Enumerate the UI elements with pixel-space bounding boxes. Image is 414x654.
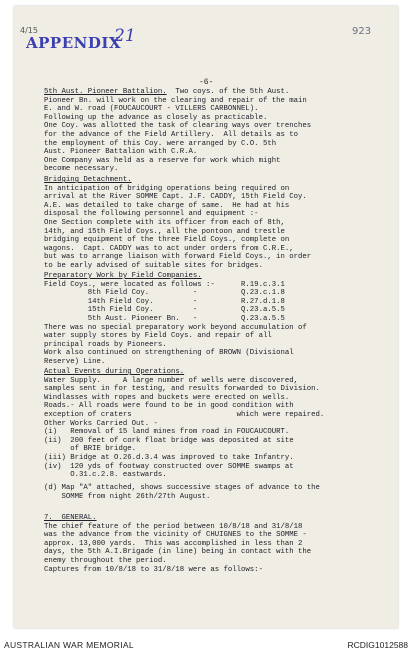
text-line — [44, 272, 307, 281]
text-line: Captures from 10/8/18 to 31/8/18 were as follows:- — [44, 565, 263, 574]
text-line: disposal the following personnel and equipment :- — [44, 210, 259, 219]
text-line: Other Works Carried Out. - — [44, 419, 158, 428]
text-line: A.E. was detailed to take charge of same. He had at his — [44, 201, 290, 210]
text-line — [44, 176, 311, 185]
section-heading: Bridging Detachment. — [44, 176, 132, 184]
text-line: (d) Map "A" attached, shows successive stages of advance to the — [44, 484, 320, 492]
text-line: SOMME from night 26th/27th August. — [44, 492, 211, 501]
text-line: 14th, and 15th Field Coys., all the pontoon and trestle — [44, 227, 285, 236]
paragraph-bridging-detachment — [44, 176, 311, 271]
text-line: One Company was held as a reserve for work which might — [44, 156, 281, 165]
text-line: 5th Aust. Pioneer Bn. - Q.23.a.5.5 — [44, 314, 285, 323]
text-line: (i) Removal of 15 land mines from road in FOUCAUCOURT. — [44, 428, 290, 437]
text-line: arrival at the River SOMME Capt. J.F. CADDY, 15th Field Coy. — [44, 193, 307, 202]
section-heading: 5th Aust. Pioneer Battalion. — [44, 88, 167, 96]
text-line: the employment of this Coy. were arranged by C.O. 5th — [44, 139, 277, 148]
text-line: for the advance of the Field Artillery. All details as to — [44, 130, 298, 139]
text-line — [44, 368, 324, 377]
appendix-label: APPENDIX — [26, 34, 122, 52]
text-line: One Section complete with its officer from each of 8th, — [44, 218, 285, 227]
text-line: Pioneer Bn. will work on the clearing and repair of the main — [44, 96, 307, 105]
paragraph-map-reference — [44, 484, 320, 501]
document-page — [14, 6, 398, 628]
text-line: One Coy. was allotted the task of clearing ways over trenches — [44, 122, 312, 131]
text-line: enemy throughout the period. — [44, 556, 167, 565]
paragraph-actual-events — [44, 368, 324, 480]
text-line: days, the 5th A.I.Brigade (in line) being in contact with the — [44, 548, 312, 557]
text-line: Windlasses with ropes and buckets were erected on wells. — [44, 393, 290, 402]
heading-continuation: Two coys. of the 5th Aust. — [166, 88, 290, 96]
corner-annotation-left: 4/15 — [20, 26, 38, 35]
text-line: but was to arrange liaison with forward Field Coys., in order — [44, 253, 312, 262]
text-line: Following up the advance as closely as practicable. — [44, 113, 268, 122]
text-line: In anticipation of bridging operations being required on — [44, 184, 290, 193]
text-line: Field Coys., were located as follows :- R.19.c.3.1 — [44, 280, 285, 289]
text-line: O.31.c.2.8. eastwards. — [44, 471, 167, 480]
text-line: 15th Field Coy. - Q.23.a.5.5 — [44, 306, 285, 315]
paragraph-pioneer-battalion — [44, 88, 311, 174]
appendix-number: 21 — [114, 26, 136, 46]
text-line: samples sent in for testing, and results forwarded to Division. — [44, 385, 320, 394]
paragraph-general — [44, 514, 311, 574]
text-line: exception of craters which were repaired. — [44, 410, 325, 419]
section-heading: Actual Events during Operations. — [44, 368, 185, 376]
text-line: Work also continued on strengthening of BROWN (Divisional — [44, 349, 294, 358]
text-line: (iv) 120 yds of footway constructed over SOMME swamps at — [44, 462, 294, 471]
text-line: (iii) Bridge at O.26.d.3.4 was improved to take Infantry. — [44, 453, 294, 462]
section-heading: Preparatory Work by Field Companies. — [44, 272, 202, 280]
paragraph-preparatory-work — [44, 272, 307, 367]
text-line: wagons. Capt. CADDY was to act under orders from C.R.E., — [44, 244, 294, 253]
text-line: E. and W. road (FOUCAUCOURT - VILLERS CARBONNEL). — [44, 105, 259, 114]
text-line — [44, 88, 311, 97]
section-heading: 7. GENERAL. — [44, 514, 97, 522]
text-line: approx. 13,000 yards. This was accomplished in less than 2 — [44, 539, 303, 548]
archive-footer — [0, 636, 414, 654]
text-line: become necessary. — [44, 165, 119, 174]
text-line — [44, 514, 311, 523]
text-line: Roads.- All roads were found to be in good condition with — [44, 402, 294, 411]
text-line: water supply stores by Field Coys. and repair of all — [44, 332, 272, 341]
text-line: 8th Field Coy. - Q.23.c.1.8 — [44, 289, 285, 298]
text-line: 14th Field Coy. - R.27.d.1.8 — [44, 297, 285, 306]
text-line: principal roads by Pioneers. — [44, 340, 167, 349]
text-line: Water Supply. A large number of wells were discovered, — [44, 376, 298, 385]
text-line: The chief feature of the period between 10/8/18 and 31/8/18 — [44, 522, 303, 531]
text-line: (ii) 200 feet of cork float bridge was deposited at site — [44, 436, 294, 445]
text-line: of BRIE bridge. — [44, 445, 136, 454]
text-line: bridging equipment of the three Field Coys., complete on — [44, 236, 290, 245]
text-line: to be early advised of suitable sites for bridges. — [44, 261, 263, 270]
text-line: Reserve) Line. — [44, 357, 106, 366]
archive-reference: RCDIG1012588 — [347, 640, 408, 650]
text-line: was the advance from the vicinity of CHUIGNES to the SOMME - — [44, 531, 307, 540]
text-line: There was no special preparatory work beyond accumulation of — [44, 323, 307, 332]
text-line: Aust. Pioneer Battalion with C.R.A. — [44, 148, 198, 157]
corner-annotation-right: 923 — [352, 26, 372, 37]
page-number: -6- — [199, 78, 214, 87]
archive-name: AUSTRALIAN WAR MEMORIAL — [4, 640, 134, 650]
